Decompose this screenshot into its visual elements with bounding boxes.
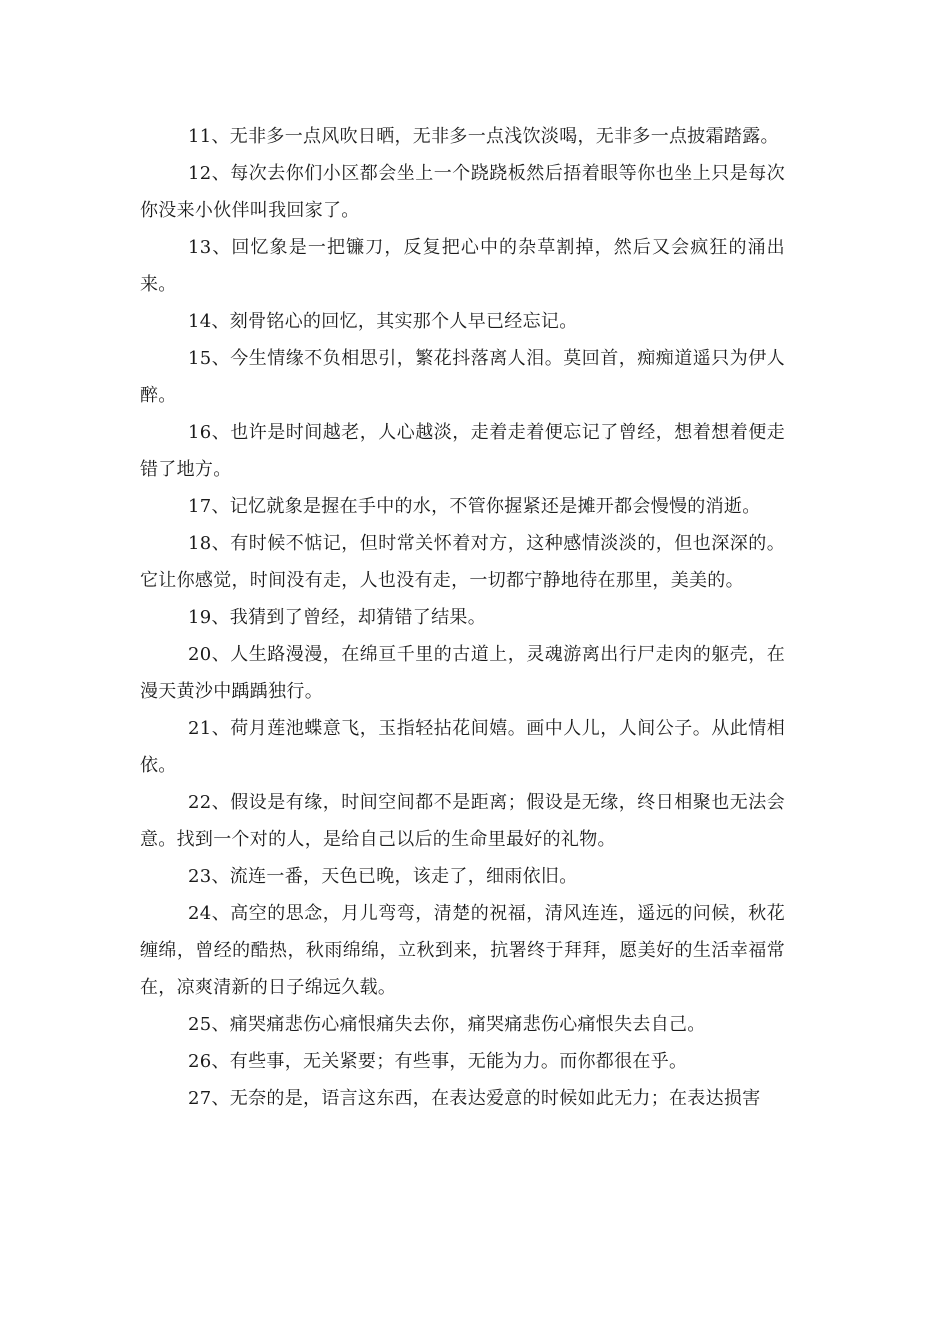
paragraph-16: 16、也许是时间越老，人心越淡，走着走着便忘记了曾经，想着想着便走错了地方。 (140, 422, 785, 480)
paragraph-18: 18、有时候不惦记，但时常关怀着对方，这种感情淡淡的，但也深深的。它让你感觉，时间没有走，人也没有走，一切都宁静地待在那里，美美的。 (140, 533, 785, 591)
paragraph-27: 27、无奈的是，语言这东西，在表达爱意的时候如此无力；在表达损害 (188, 1088, 761, 1109)
paragraph-23: 23、流连一番，天色已晚，该走了，细雨依旧。 (188, 866, 578, 887)
paragraph-13: 13、回忆象是一把镰刀，反复把心中的杂草割掉，然后又会疯狂的涌出来。 (140, 237, 785, 295)
document-body (140, 118, 785, 1117)
paragraph-26: 26、有些事，无关紧要；有些事，无能为力。而你都很在乎。 (188, 1051, 688, 1072)
paragraph-21: 21、荷月莲池蝶意飞，玉指轻拈花间嬉。画中人儿，人间公子。从此情相依。 (140, 718, 785, 776)
paragraph-12: 12、每次去你们小区都会坐上一个跷跷板然后捂着眼等你也坐上只是每次你没来小伙伴叫我回家了。 (140, 163, 785, 221)
paragraph-24: 24、高空的思念，月儿弯弯，清楚的祝福，清风连连，遥远的问候，秋花缠绵，曾经的酷热，秋雨绵绵，立秋到来，抗署终于拜拜，愿美好的生活幸福常在，凉爽清新的日子绵远久载。 (140, 903, 785, 998)
paragraph-11: 11、无非多一点风吹日晒，无非多一点浅饮淡喝，无非多一点披霜踏露。 (188, 126, 779, 147)
paragraph-25: 25、痛哭痛悲伤心痛恨痛失去你，痛哭痛悲伤心痛恨失去自己。 (188, 1014, 706, 1035)
paragraph-19: 19、我猜到了曾经，却猜错了结果。 (188, 607, 487, 628)
paragraph-17: 17、记忆就象是握在手中的水，不管你握紧还是摊开都会慢慢的消逝。 (188, 496, 761, 517)
paragraph-15: 15、今生情缘不负相思引，繁花抖落离人泪。莫回首，痴痴道遥只为伊人醉。 (140, 348, 785, 406)
paragraph-20: 20、人生路漫漫，在绵亘千里的古道上，灵魂游离出行尸走肉的躯壳，在漫天黄沙中踽踽独行。 (140, 644, 785, 702)
paragraph-14: 14、刻骨铭心的回忆，其实那个人早已经忘记。 (188, 311, 578, 332)
paragraph-22: 22、假设是有缘，时间空间都不是距离；假设是无缘，终日相聚也无法会意。找到一个对的人，是给自己以后的生命里最好的礼物。 (140, 792, 785, 850)
